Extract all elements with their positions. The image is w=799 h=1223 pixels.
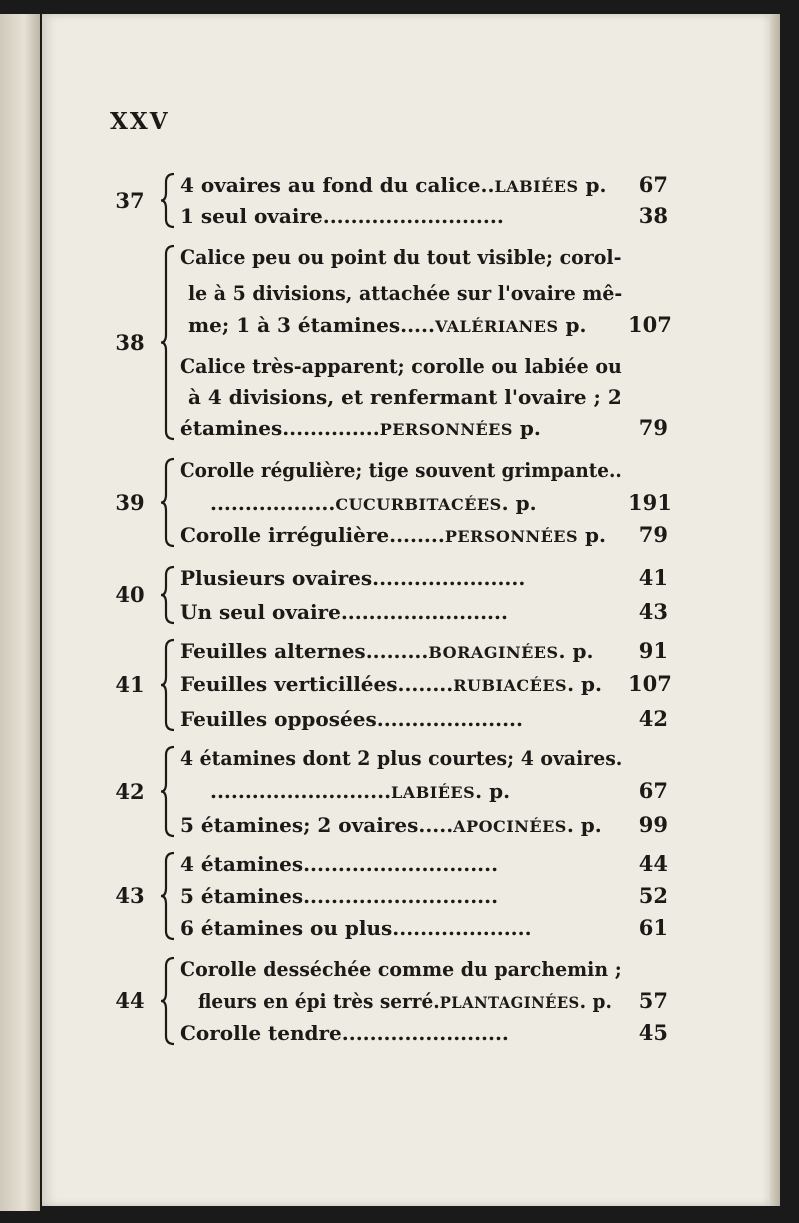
family-name: LABIÉES [391,783,476,802]
page-reference: 91 [638,638,668,663]
couplet-number: 42 [115,778,145,804]
page-reference: 99 [638,812,668,837]
page-reference: 44 [638,851,668,876]
line-text: Feuilles alternes......... [180,639,429,663]
line-text: fleurs en épi très serré. [198,989,440,1013]
page-abbrev: p. [578,523,606,547]
line-text: le à 5 divisions, attachée sur l'ovaire mê- [188,281,623,305]
page-reference: 107 [628,312,672,337]
page-reference: 38 [638,203,668,228]
page-reference: 45 [638,1020,668,1045]
line-text: Corolle tendre [180,1021,342,1045]
brace-path [161,459,174,546]
leader-dots: ............................ [303,884,499,908]
page-abbrev: p. [512,416,541,440]
brace-icon [160,244,176,441]
page-reference: 57 [638,988,668,1013]
key-line [180,457,622,483]
couplet-number: 39 [115,489,145,515]
line-text: .................. [210,491,336,515]
family-name: CUCURBITACÉES [335,495,502,514]
brace-icon [160,638,176,732]
key-line [180,244,622,270]
key-line [180,671,602,699]
page-abbrev: p. [578,173,607,197]
family-name: PERSONNÉES [444,527,579,546]
key-line [180,415,541,443]
leader-dots: ..................... [376,707,523,731]
line-text: Calice très-apparent; corolle ou labiée ou [180,354,622,378]
line-text: Corolle régulière; tige souvent grimpante.. [180,458,622,482]
line-text: Corolle irrégulière........ [180,523,445,547]
brace-path [161,246,174,439]
key-line [188,280,622,306]
page-abbrev: . p. [566,813,602,837]
brace-path [161,567,174,623]
page-abbrev: . p. [567,672,602,696]
facing-page-edge [0,14,40,1211]
key-line [210,490,537,518]
line-text: 5 étamines [180,884,304,908]
leader-dots: ........................ [340,600,508,624]
leader-dots: ...................... [372,566,526,590]
couplet-number: 43 [115,883,145,908]
brace-path [161,640,174,730]
page-number: XXV [110,108,170,135]
line-text: Un seul ovaire [180,600,341,624]
key-line [180,915,532,941]
line-text: 4 ovaires au fond du calice.. [180,173,495,197]
page-abbrev: . p. [579,989,612,1013]
key-line [180,706,523,732]
page-reference: 191 [628,490,672,515]
brace-path [161,747,174,836]
family-name: APOCINÉES [453,817,567,836]
line-text: 5 étamines; 2 ovaires..... [180,813,454,837]
family-name: VALÉRIANES [434,317,559,336]
page-abbrev: . p. [501,491,537,515]
key-line [180,812,602,840]
family-name: PERSONNÉES [379,420,513,439]
family-name: LABIÉES [494,177,579,196]
couplet-number: 37 [115,187,145,213]
brace-icon [160,956,176,1046]
line-text: étamines.............. [180,416,380,440]
key-line [210,778,510,806]
page-reference: 41 [638,565,668,590]
page-reference: 61 [638,915,668,940]
page-reference: 79 [638,522,668,547]
key-line [180,638,593,666]
line-text: 1 seul ovaire [180,204,323,228]
brace-icon [160,172,176,229]
key-line [180,203,504,229]
key-line [180,565,525,591]
family-name: BORAGINÉES [428,643,559,662]
page-reference: 107 [628,671,672,696]
page-reference: 43 [638,599,668,624]
brace-icon [160,457,176,548]
line-text: me; 1 à 3 étamines..... [188,313,435,337]
key-line [180,172,606,200]
family-name: PLANTAGINÉES [439,993,580,1012]
line-text: 6 étamines ou plus [180,916,393,940]
brace-path [161,958,174,1044]
couplet-number: 38 [115,329,145,355]
couplet-number: 41 [115,672,145,697]
page-reference: 79 [638,415,668,440]
brace-path [161,174,174,227]
brace-icon [160,565,176,625]
leader-dots: ........................ [341,1021,509,1045]
leader-dots: .......................... [322,204,504,228]
key-line [188,384,622,410]
leader-dots: ............................ [303,852,499,876]
page-reference: 52 [638,883,668,908]
brace-icon [160,745,176,838]
key-line [180,1020,509,1046]
key-line [180,599,508,625]
page-abbrev: . p. [558,639,594,663]
line-text: Corolle desséchée comme du parchemin ; [180,957,622,981]
line-text: Feuilles opposées [180,707,377,731]
page-reference: 42 [638,706,668,731]
line-text: Feuilles verticillées........ [180,672,454,696]
page-reference: 67 [638,778,668,803]
line-text: .......................... [210,779,392,803]
family-name: RUBIACÉES [453,676,568,695]
key-line [180,883,498,909]
key-line [180,956,622,982]
key-line [180,745,622,771]
line-text: Calice peu ou point du tout visible; corol- [180,245,622,269]
key-line [188,312,586,340]
brace-path [161,853,174,939]
line-text: Plusieurs ovaires [180,566,373,590]
line-text: à 4 divisions, et renfermant l'ovaire ; 2 [188,385,622,409]
key-line [180,353,622,379]
key-line [180,851,498,877]
key-line [180,522,606,550]
page-abbrev: p. [558,313,587,337]
page-abbrev: . p. [475,779,511,803]
couplet-number: 40 [115,582,145,607]
line-text: 4 étamines [180,852,304,876]
page-reference: 67 [638,172,668,197]
couplet-number: 44 [115,988,145,1013]
page-edge [770,14,780,1206]
leader-dots: .................... [392,916,532,940]
brace-icon [160,851,176,941]
key-line [198,988,612,1016]
line-text: 4 étamines dont 2 plus courtes; 4 ovaires. [180,746,623,770]
